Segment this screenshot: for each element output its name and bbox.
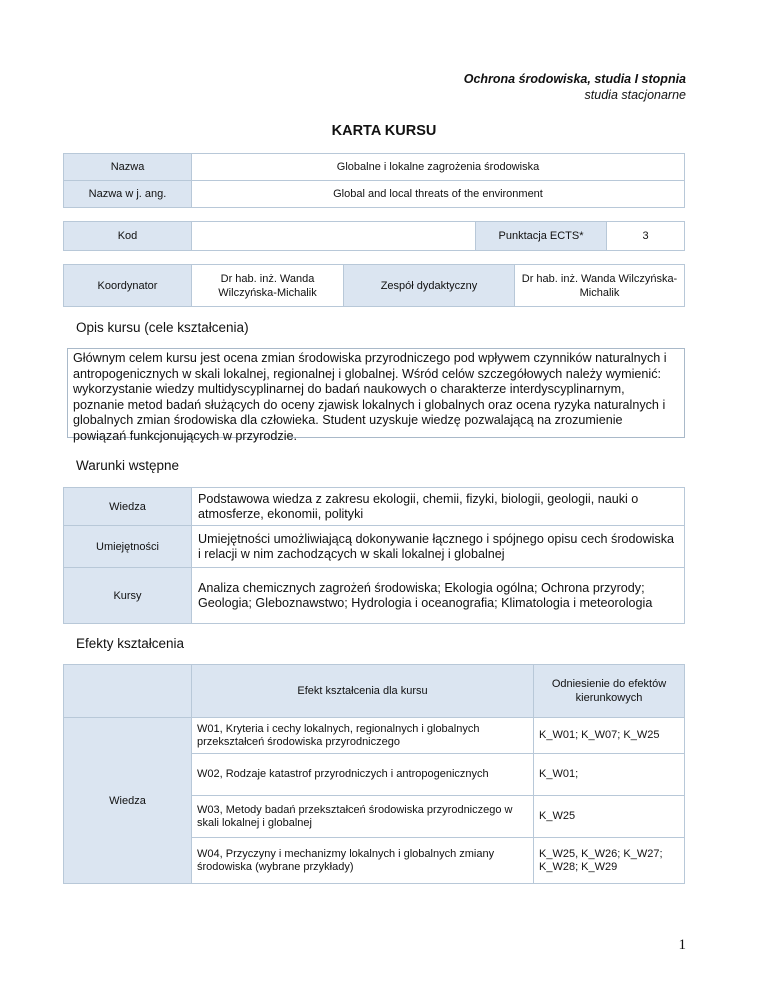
coordinator-table [63, 264, 685, 307]
prerequisites-heading: Warunki wstępne [76, 458, 180, 473]
code-value [192, 222, 476, 251]
description-text: Głównym celem kursu jest ocena zmian środowiska przyrodniczego pod wpływem czynników naturalnych i antropogenicznych w skali lokalnej, regionalnej i globalnej. Wśród celów szczegółowych należy wymienić: wykorzystanie wiedzy multidyscyplinarnej do badań naukowych o charakterze interdyscyplinarnym, poznanie metod badań służących do oceny zjawisk lokalnych i globalnych oraz ocena ryzyka naturalnych i globalnych zmian środowiska dla człowieka. Student uzyskuje wiedzę pozwalającą na zrozumienie powiązań funkcjonujących w przyrodzie. [67, 348, 685, 438]
name-value: Globalne i lokalne zagrożenia środowiska [192, 154, 685, 181]
reference-column-header: Odniesienie do efektów kierunkowych [534, 665, 685, 718]
program-name: Ochrona środowiska, studia I stopnia [463, 72, 686, 86]
coordinator-value: Dr hab. inż. Wanda Wilczyńska-Michalik [192, 265, 344, 307]
outcome-reference: K_W25, K_W26; K_W27; K_W28; K_W29 [534, 838, 685, 884]
outcomes-heading: Efekty kształcenia [76, 636, 185, 651]
outcome-reference: K_W01; [534, 754, 685, 796]
description-heading: Opis kursu (cele kształcenia) [76, 320, 249, 335]
outcome-reference: K_W25 [534, 796, 685, 838]
outcome-effect: W03, Metody badań przekształceń środowiska przyrodniczego w skali lokalnej i globalnej [192, 796, 534, 838]
outcome-effect: W02, Rodzaje katastrof przyrodniczych i antropogenicznych [192, 754, 534, 796]
effect-column-header: Efekt kształcenia dla kursu [192, 665, 534, 718]
document-header [464, 71, 686, 103]
page-title: KARTA KURSU [331, 123, 437, 139]
ects-value: 3 [607, 222, 685, 251]
outcome-row [64, 718, 685, 754]
name-en-label: Nazwa w j. ang. [64, 181, 192, 208]
prerequisite-value: Analiza chemicznych zagrożeń środowiska; Ekologia ogólna; Ochrona przyrody; Geologia; Gleboznawstwo; Hydrologia i oceanografia; Klimatologia i meteorologia [192, 568, 685, 624]
name-en-value: Global and local threats of the environment [192, 181, 685, 208]
page-number: 1 [678, 937, 686, 953]
prerequisite-row [64, 526, 685, 568]
team-label: Zespół dydaktyczny [344, 265, 515, 307]
prerequisite-row [64, 488, 685, 526]
outcome-reference: K_W01; K_W07; K_W25 [534, 718, 685, 754]
code-label: Kod [64, 222, 192, 251]
code-ects-table [63, 221, 685, 251]
ects-label: Punktacja ECTS* [476, 222, 607, 251]
outcome-effect: W04, Przyczyny i mechanizmy lokalnych i globalnych zmiany środowiska (wybrane przykłady) [192, 838, 534, 884]
prerequisite-row [64, 568, 685, 624]
outcome-effect: W01, Kryteria i cechy lokalnych, regionalnych i globalnych przekształceń środowiska przyrodniczego [192, 718, 534, 754]
prerequisite-label: Umiejętności [64, 526, 192, 568]
outcomes-table [63, 664, 685, 884]
team-value: Dr hab. inż. Wanda Wilczyńska-Michalik [515, 265, 685, 307]
course-name-table [63, 153, 685, 208]
prerequisite-label: Kursy [64, 568, 192, 624]
prerequisite-value: Umiejętności umożliwiającą dokonywanie łącznego i spójnego opisu cech środowiska i relacji w nim zachodzących w skali lokalnej i globalnej [192, 526, 685, 568]
prerequisite-value: Podstawowa wiedza z zakresu ekologii, chemii, fizyki, biologii, geologii, nauki o atmosferze, ekonomii, polityki [192, 488, 685, 526]
prerequisites-table [63, 487, 685, 624]
coordinator-label: Koordynator [64, 265, 192, 307]
outcomes-corner [64, 665, 192, 718]
study-mode: studia stacjonarne [584, 88, 686, 102]
prerequisite-label: Wiedza [64, 488, 192, 526]
outcomes-group-label: Wiedza [64, 718, 192, 884]
name-label: Nazwa [64, 154, 192, 181]
